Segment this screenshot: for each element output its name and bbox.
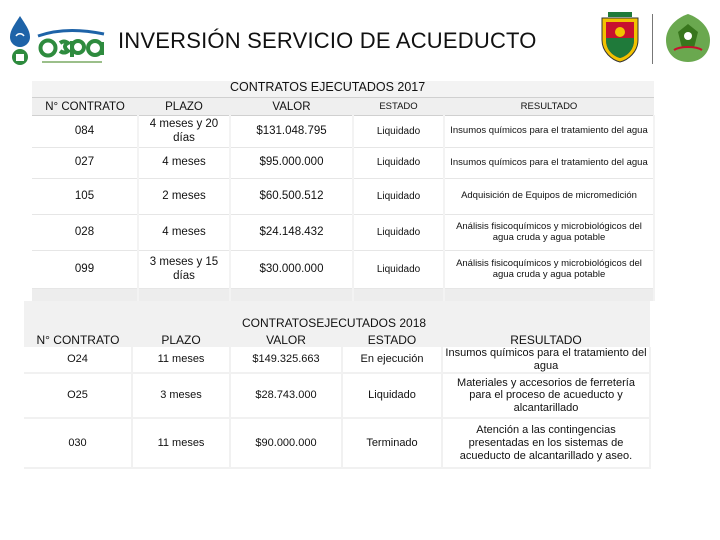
table-2018-caption: CONTRATOSEJECUTADOS 2018 <box>242 316 427 330</box>
table-2018-header-row <box>24 330 650 347</box>
table-2017-header-row <box>32 98 654 116</box>
table-row <box>32 251 654 289</box>
environment-logo-icon <box>660 10 716 66</box>
column-header-contrato: N° CONTRATO <box>32 98 138 116</box>
cell-contrato: 105 <box>32 179 138 215</box>
cell-estado: Liquidado <box>353 179 444 215</box>
cell-valor: $90.000.000 <box>230 418 342 468</box>
page-title: INVERSIÓN SERVICIO DE ACUEDUCTO <box>118 28 537 53</box>
table-row <box>24 418 650 468</box>
cell-resultado: Insumos químicos para el tratamiento del agua <box>442 347 650 373</box>
slide-header <box>0 0 720 80</box>
cell-resultado: Adquisición de Equipos de micromedición <box>444 179 654 215</box>
table-row <box>24 373 650 418</box>
cell-estado: Liquidado <box>353 215 444 251</box>
cell-resultado: Análisis fisicoquímicos y microbiológicos del agua cruda y agua potable <box>444 215 654 251</box>
header-divider <box>652 14 653 64</box>
column-header-valor: VALOR <box>230 330 342 347</box>
table-2018 <box>24 330 651 469</box>
cell-valor: $28.743.000 <box>230 373 342 418</box>
cell-contrato: O25 <box>24 373 132 418</box>
cell-contrato: 030 <box>24 418 132 468</box>
espa-wordmark <box>38 30 104 63</box>
espa-logo <box>6 10 106 72</box>
cell-valor: $95.000.000 <box>230 148 353 179</box>
table-row <box>32 179 654 215</box>
table-row <box>32 215 654 251</box>
column-header-valor: VALOR <box>230 98 353 116</box>
cell-valor: $30.000.000 <box>230 251 353 289</box>
cell-estado: Liquidado <box>353 148 444 179</box>
cell-plazo: 3 meses y 15 días <box>138 251 230 289</box>
cell-resultado: Atención a las contingencias presentadas en los sistemas de acueducto de alcantarillado y aseo. <box>442 418 650 468</box>
cell-contrato: 084 <box>32 116 138 148</box>
cell-plazo: 4 meses <box>138 215 230 251</box>
cell-resultado: Análisis fisicoquímicos y microbiológicos del agua cruda y agua potable <box>444 251 654 289</box>
table-2017 <box>32 97 655 301</box>
cell-resultado: Materiales y accesorios de ferretería para el proceso de acueducto y alcantarillado <box>442 373 650 418</box>
cell-estado: Liquidado <box>342 373 442 418</box>
cell-estado: Liquidado <box>353 116 444 148</box>
cell-contrato: 027 <box>32 148 138 179</box>
cell-resultado: Insumos químicos para el tratamiento del agua <box>444 148 654 179</box>
cell-estado: Liquidado <box>353 251 444 289</box>
column-header-contrato: N° CONTRATO <box>24 330 132 347</box>
cell-valor: $149.325.663 <box>230 347 342 373</box>
cell-valor: $24.148.432 <box>230 215 353 251</box>
cell-contrato: O24 <box>24 347 132 373</box>
column-header-resultado: RESULTADO <box>444 98 654 116</box>
table-row <box>32 148 654 179</box>
cell-estado: Terminado <box>342 418 442 468</box>
cell-estado: En ejecución <box>342 347 442 373</box>
municipal-crest-icon <box>598 10 642 64</box>
cell-plazo: 2 meses <box>138 179 230 215</box>
table-row <box>32 116 654 148</box>
cell-resultado: Insumos químicos para el tratamiento del agua <box>444 116 654 148</box>
table-row <box>24 347 650 373</box>
cell-plazo: 3 meses <box>132 373 230 418</box>
cell-valor: $60.500.512 <box>230 179 353 215</box>
cell-plazo: 4 meses y 20 días <box>138 116 230 148</box>
cell-contrato: 099 <box>32 251 138 289</box>
column-header-estado: ESTADO <box>353 98 444 116</box>
column-header-plazo: PLAZO <box>132 330 230 347</box>
cell-plazo: 11 meses <box>132 418 230 468</box>
column-header-estado: ESTADO <box>342 330 442 347</box>
cell-plazo: 11 meses <box>132 347 230 373</box>
cell-contrato: 028 <box>32 215 138 251</box>
cell-plazo: 4 meses <box>138 148 230 179</box>
column-header-resultado: RESULTADO <box>442 330 650 347</box>
table-2017-caption: CONTRATOS EJECUTADOS 2017 <box>230 80 426 94</box>
table-footer-spacer <box>32 289 654 301</box>
cell-valor: $131.048.795 <box>230 116 353 148</box>
column-header-plazo: PLAZO <box>138 98 230 116</box>
